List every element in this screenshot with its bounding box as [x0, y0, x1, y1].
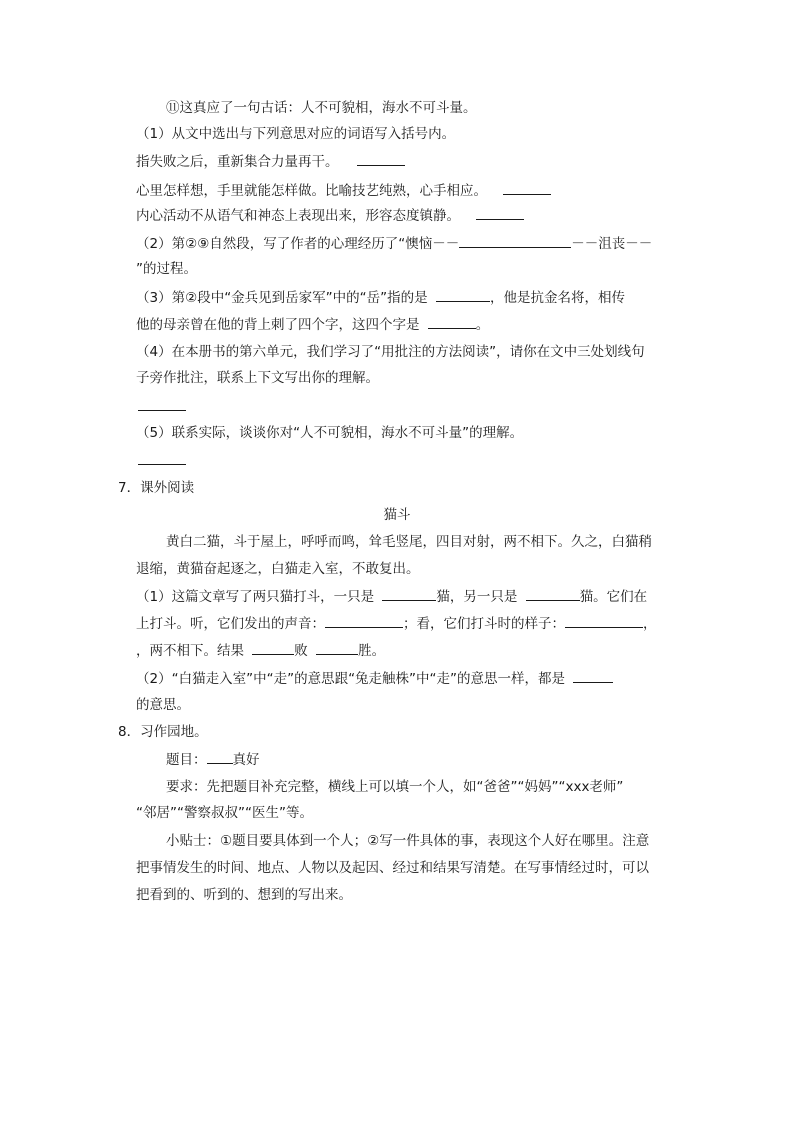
q6-sub3-line1: [136, 287, 625, 308]
q7-sub1-text-h: 败: [294, 643, 308, 659]
q6-item3-answer-blank[interactable]: [476, 205, 524, 220]
q6-sub4-answer-line: [138, 396, 186, 417]
q7-sub1-text-e: ；看，它们打斗时的样子：: [403, 616, 565, 632]
q6-item2-text: 心里怎样想，手里就能怎样做。比喻技艺纯熟，心手相应。: [136, 183, 487, 199]
q7-sub1-text-d: 上打斗。听，它们发出的声音：: [136, 616, 325, 632]
q6-sub5-answer-line: [138, 450, 186, 471]
q8-heading: 8．习作园地。: [118, 724, 208, 740]
q6-sub4-line1: （4）在本册书的第六单元，我们学习了“用批注的方法阅读”，请你在文中三处划线句: [136, 344, 645, 360]
q6-item1-answer-blank[interactable]: [357, 151, 405, 166]
q6-item3: [136, 205, 524, 226]
q6-item2: [136, 180, 551, 201]
q7-passage-line1: 黄白二猫，斗于屋上，呼呼而鸣，耸毛竖尾，四目对射，两不相下。久之，白猫稍: [166, 534, 652, 550]
q8-topic-suffix: 真好: [232, 752, 260, 768]
q6-sub2-line2: ”的过程。: [136, 261, 197, 277]
q7-sub1-text-c: 猫。它们在: [579, 589, 648, 605]
q7-sub1-blank-loser[interactable]: [252, 640, 294, 655]
q8-tip-line2: 把事情发生的时间、地点、人物以及起因、经过和结果写清楚。在写事情经过时，可以: [136, 860, 649, 876]
q6-sub4-answer-blank[interactable]: [138, 396, 186, 411]
q6-sub2-line1: [136, 233, 652, 254]
q8-topic-label: 题目：: [166, 752, 207, 768]
q6-sub3-text-b: ，他是抗金名将，相传: [489, 290, 625, 306]
q6-sub2-text-b: －－沮丧－－: [571, 236, 653, 252]
q7-sub1-text-b: 猫，另一只是: [436, 589, 518, 605]
q7-heading: 7．课外阅读: [118, 480, 195, 496]
q6-item2-answer-blank[interactable]: [503, 180, 551, 195]
q6-sub3-answer-blank-1[interactable]: [436, 287, 490, 302]
q8-tip-line3: 把看到的、听到的、想到的写出来。: [136, 887, 352, 903]
q7-passage-line2: 退缩，黄猫奋起逐之，白猫走入室，不敢复出。: [136, 561, 420, 577]
q8-topic: [166, 749, 260, 770]
q6-item1: [136, 151, 405, 172]
q6-sub3-text-c: 他的母亲曾在他的背上刺了四个字，这四个字是: [136, 317, 420, 333]
q7-sub1-line1: [136, 586, 647, 607]
q7-sub1-line2: [136, 613, 657, 634]
q6-item3-text: 内心活动不从语气和神态上表现出来，形容态度镇静。: [136, 208, 460, 224]
q7-sub1-blank-look[interactable]: [565, 613, 643, 628]
q7-sub1-blank-winner[interactable]: [316, 640, 358, 655]
q7-sub1-text-a: （1）这篇文章写了两只猫打斗，一只是: [136, 589, 375, 605]
q7-sub2-answer-blank[interactable]: [573, 668, 613, 683]
q6-sub3-text-a: （3）第②段中“金兵见到岳家军”中的“岳”指的是: [136, 290, 428, 306]
q7-sub1-blank-sound[interactable]: [325, 613, 403, 628]
q7-sub1-line3: [136, 640, 385, 661]
q7-sub2-text-a: （2）“白猫走入室”中“走”的意思跟“兔走触株”中“走”的意思一样，都是: [136, 671, 566, 687]
q6-sub2-answer-blank[interactable]: [459, 233, 571, 248]
q7-sub1-text-f: ，: [643, 616, 657, 632]
q7-sub1-blank-cat2[interactable]: [526, 586, 580, 601]
q6-sub3-text-d: 。: [475, 317, 490, 333]
q8-topic-blank[interactable]: [207, 749, 233, 764]
q7-sub1-blank-cat1[interactable]: [382, 586, 436, 601]
q6-sub5-answer-blank[interactable]: [138, 450, 186, 465]
q7-sub1-text-g: ，两不相下。结果: [136, 643, 244, 659]
q8-tip-line1: 小贴士：①题目要具体到一个人；②写一件具体的事，表现这个人好在哪里。注意: [166, 833, 650, 849]
q6-sub3-answer-blank-2[interactable]: [428, 314, 476, 329]
q8-requirement-line1: 要求：先把题目补充完整，横线上可以填一个人，如“爸爸”“妈妈”“xxx老师”: [166, 779, 624, 795]
q6-sub2-text-a: （2）第②⑨自然段，写了作者的心理经历了“懊恼－－: [136, 236, 460, 252]
paragraph-11: ⑪这真应了一句古话：人不可貌相，海水不可斗量。: [166, 100, 477, 116]
q7-sub1-text-i: 胜。: [358, 643, 386, 659]
q6-sub1-prompt: （1）从文中选出与下列意思对应的词语写入括号内。: [136, 126, 456, 142]
q7-sub2-line1: [136, 668, 613, 689]
q7-sub2-line2: 的意思。: [136, 697, 190, 713]
q6-sub3-line2: [136, 314, 489, 335]
q6-sub5-prompt: （5）联系实际，谈谈你对“人不可貌相，海水不可斗量”的理解。: [136, 425, 524, 441]
q6-item1-text: 指失败之后，重新集合力量再干。: [136, 154, 339, 170]
q8-requirement-line2: “邻居”“警察叔叔”“医生”等。: [136, 805, 313, 821]
q6-sub4-line2: 子旁作批注，联系上下文写出你的理解。: [136, 370, 379, 386]
q7-passage-title: 猫斗: [383, 507, 411, 523]
